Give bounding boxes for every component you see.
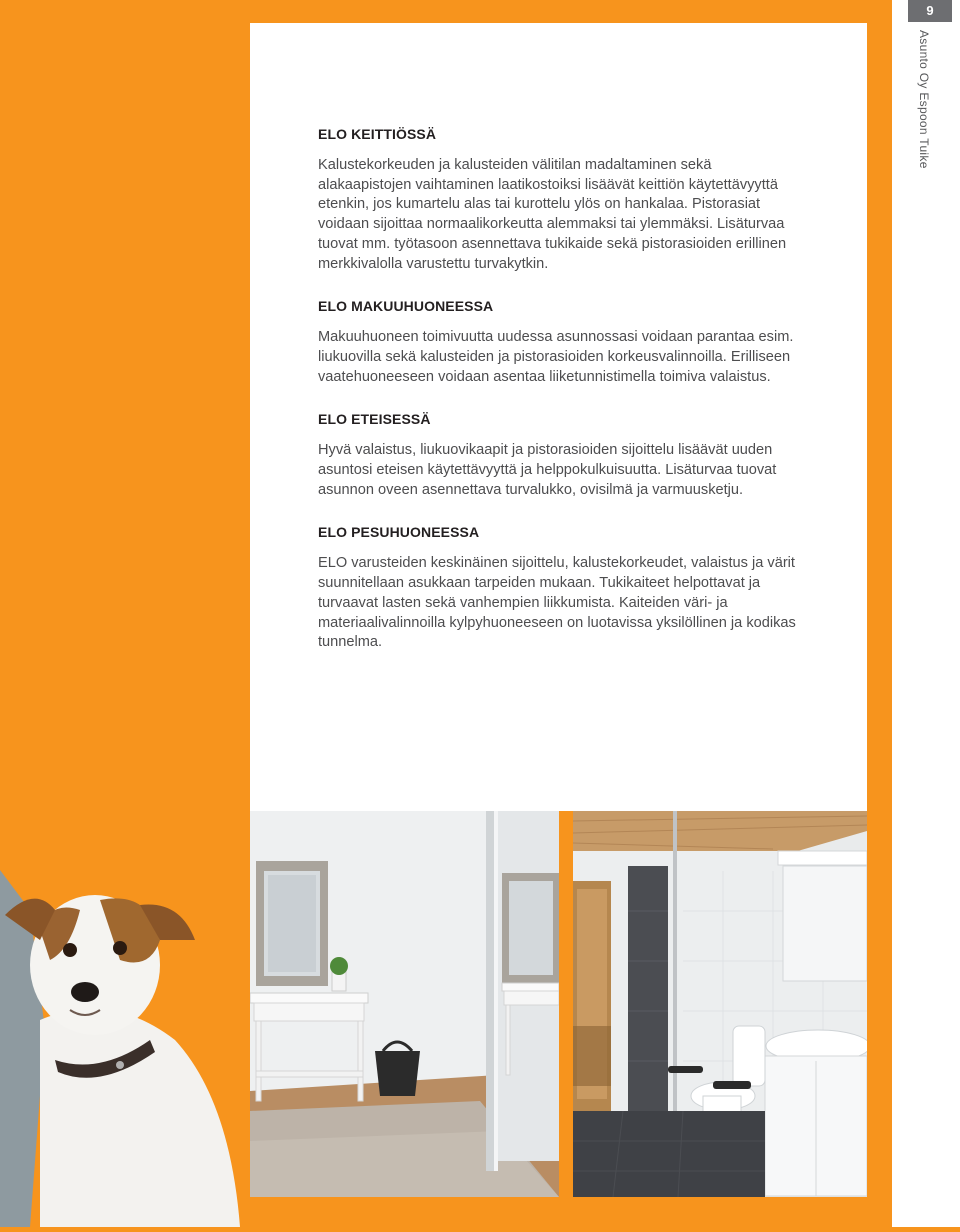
page-number: 9 xyxy=(908,0,952,22)
bathroom-illustration xyxy=(573,811,867,1197)
section-bathroom xyxy=(318,524,808,653)
section-heading-hallway: ELO ETEISESSÄ xyxy=(318,411,431,428)
hallway-photo xyxy=(250,811,559,1197)
section-hallway xyxy=(318,411,808,500)
section-heading-kitchen: ELO KEITTIÖSSÄ xyxy=(318,126,437,142)
section-bedroom xyxy=(318,298,808,387)
article-content xyxy=(318,126,808,653)
section-heading-bedroom: ELO MAKUUHUONEESSA xyxy=(318,298,494,315)
section-kitchen xyxy=(318,126,808,274)
right-margin-strip xyxy=(892,0,960,1227)
section-body-kitchen: Kalustekorkeuden ja kalusteiden välitilan madaltaminen sekä alakaapistojen vaihtaminen laatikostoiksi lisäävät keittiön käytettävyyttä etenkin, jos kumartelu alas tai kurottelu ylös on hankalaa. Pistorasiat voidaan sijoittaa normaalikorkeutta alemmaksi tai ylemmäksi. Lisäturvaa tuovat mm. työtasoon asennettava tukikaide sekä pistorasioiden erillinen merkkivalolla varustettu turvakytkin. xyxy=(318,157,787,272)
dog-illustration xyxy=(0,870,255,1227)
bathroom-photo xyxy=(573,811,867,1197)
section-body-bedroom: Makuuhuoneen toimivuutta uudessa asunnossasi voidaan parantaa esim. liukuovilla sekä kalusteiden ja pistorasioiden korkeusvalinnoilla. Erilliseen vaatehuoneeseen voidaan asentaa liiketunnistimella toimiva valaistus. xyxy=(318,329,794,385)
side-label: Asunto Oy Espoon Tuike xyxy=(917,30,931,169)
dog-photo xyxy=(0,870,255,1227)
section-body-bathroom: ELO varusteiden keskinäinen sijoittelu, kalustekorkeudet, valaistus ja värit suunnitellaan asukkaan tarpeiden mukaan. Tukikaiteet helpottavat ja turvaavat lasten sekä vanhempien liikkumista. Kaiteiden väri- ja materiaalivalinnoilla kylpyhuoneeseen on luotavissa yksilöllinen ja kodikas tunnelma. xyxy=(318,555,796,651)
section-heading-bathroom: ELO PESUHUONEESSA xyxy=(318,524,480,541)
hallway-illustration xyxy=(250,811,559,1197)
section-body-hallway: Hyvä valaistus, liukuovikaapit ja pistorasioiden sijoittelu lisäävät uuden asuntosi eteisen käytettävyyttä ja helppokulkuisuutta. Lisäturvaa tuovat asunnon oveen asennettava turvalukko, ovisilmä ja varmuusketju. xyxy=(318,442,777,498)
